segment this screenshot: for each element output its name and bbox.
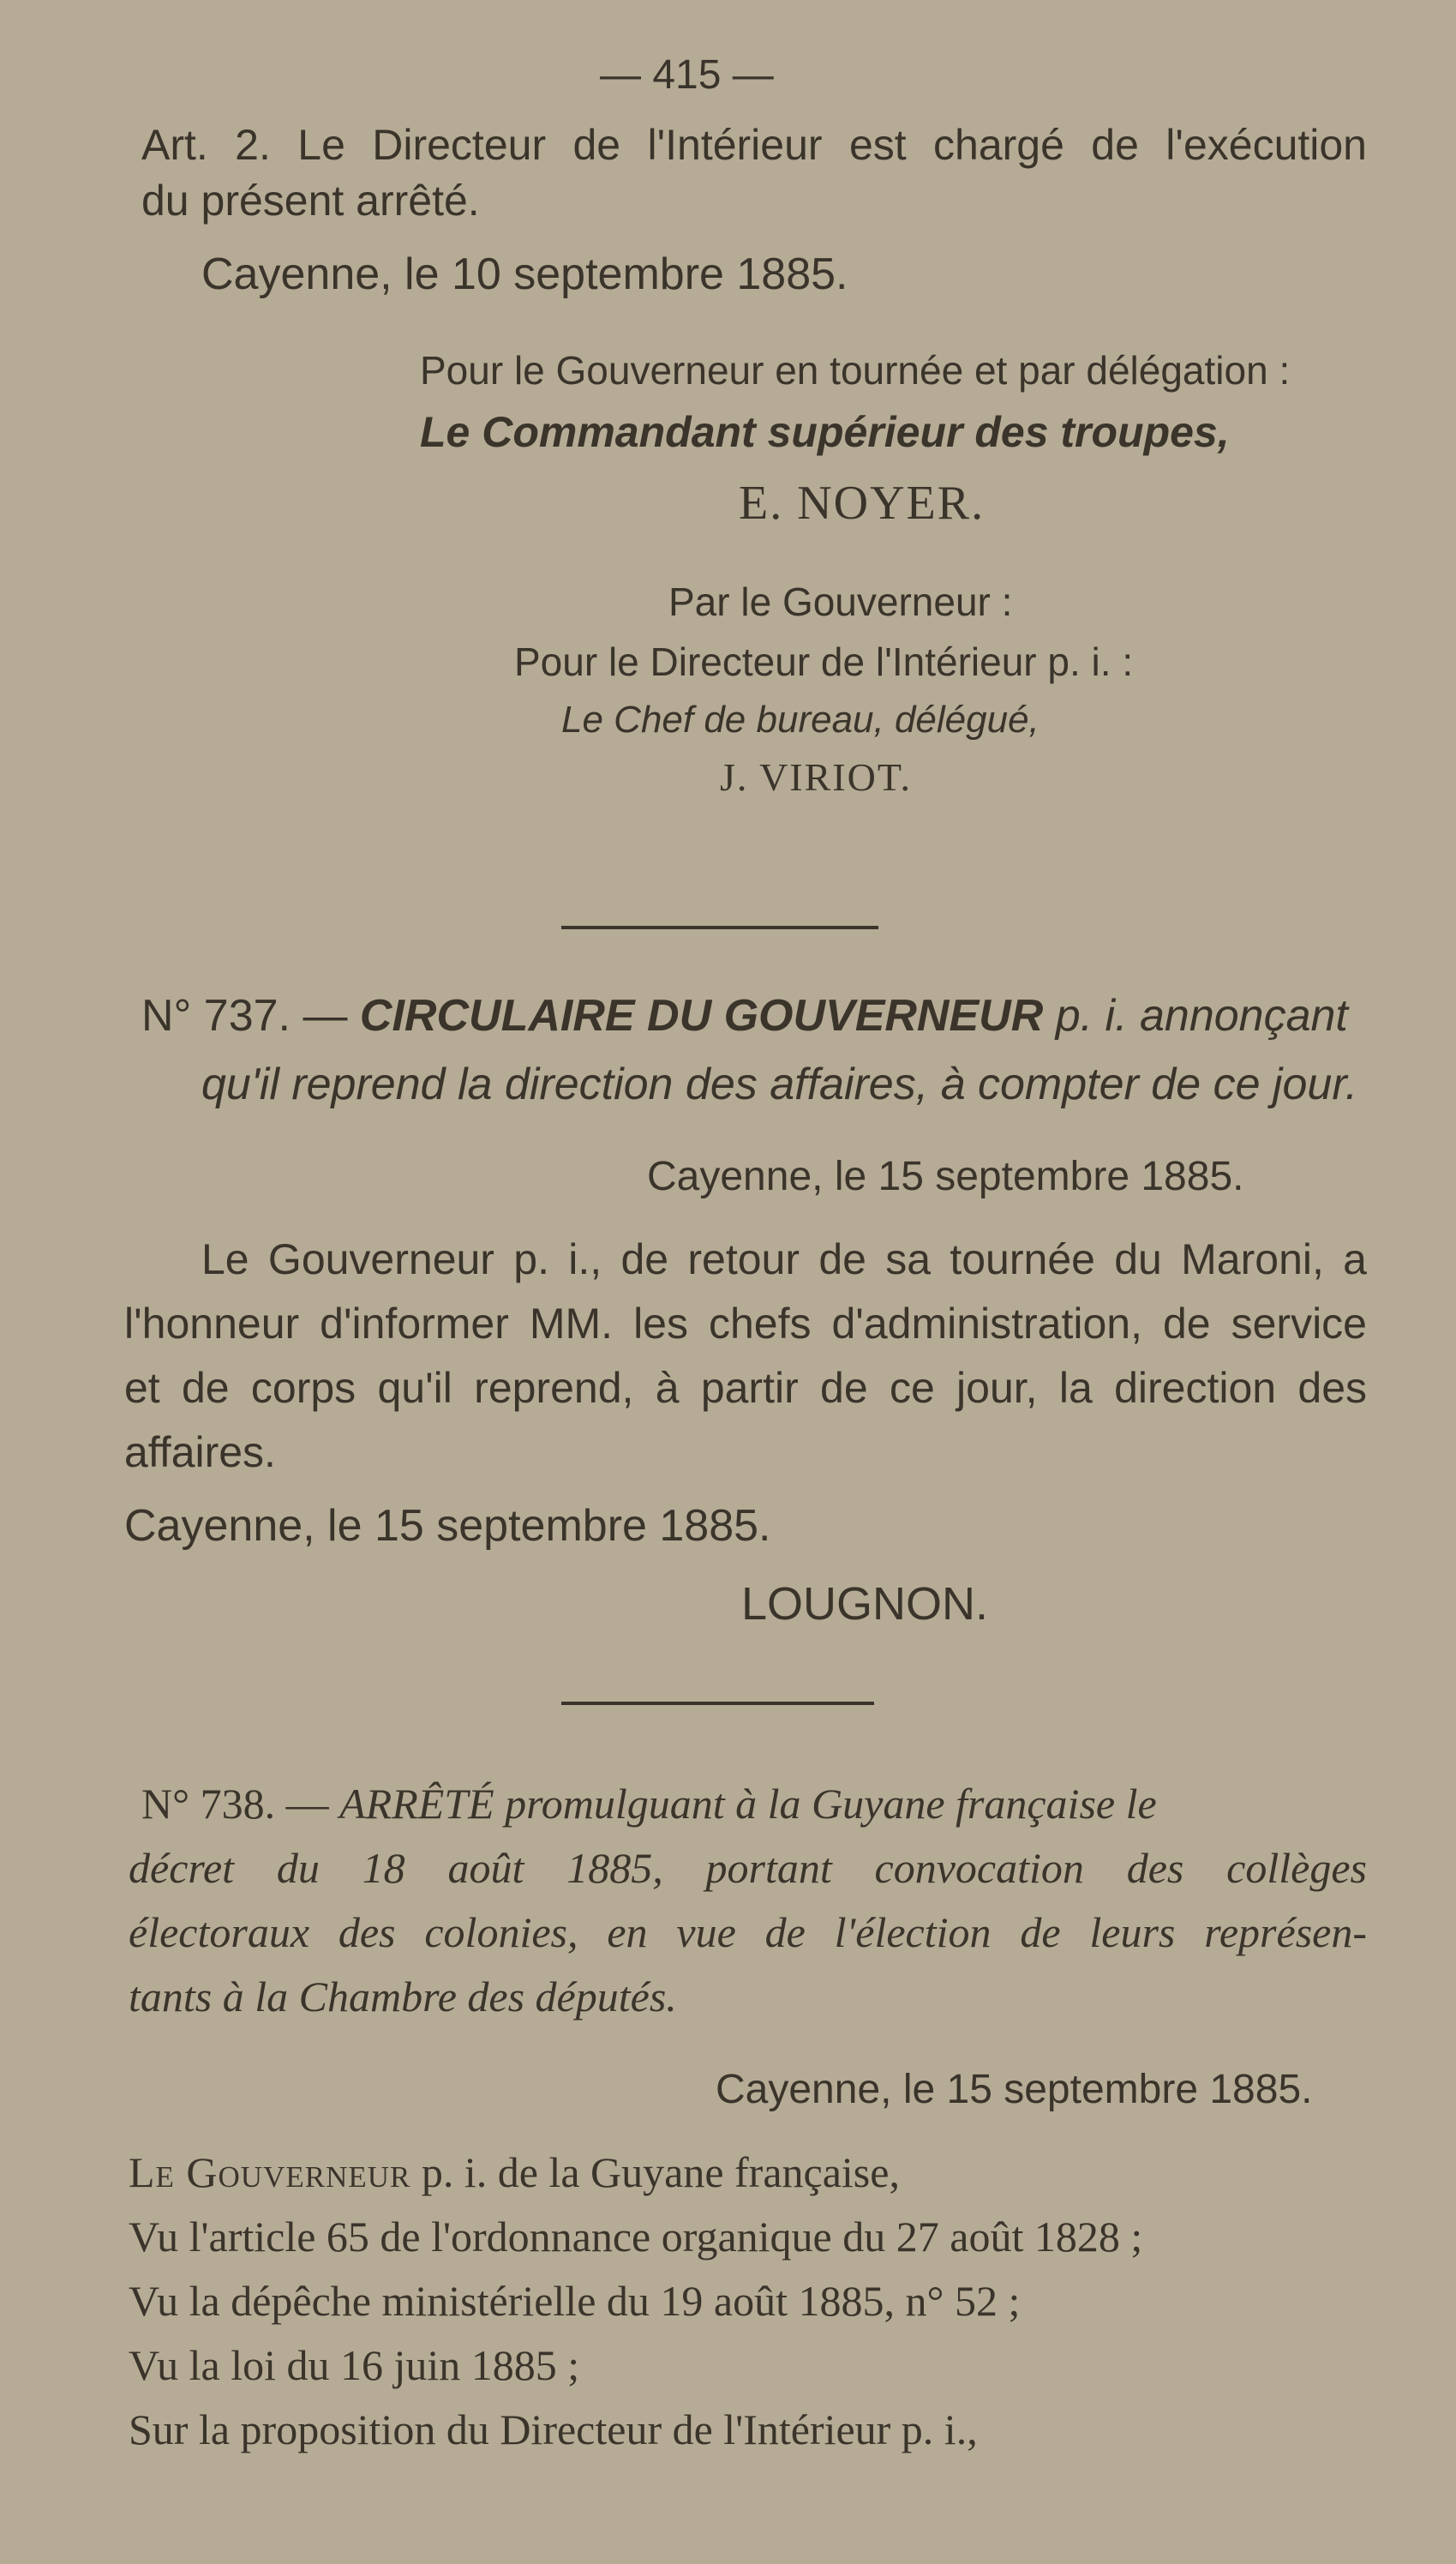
no738-date: Cayenne, le 15 septembre 1885. [716,2067,1313,2112]
signature-line-2: Le Commandant supérieur des troupes, [420,408,1230,456]
signature-line-3: Par le Gouverneur : [668,579,1013,624]
no738-gouverneur: Le Gouverneur [129,2148,411,2196]
no737-title-head: CIRCULAIRE DU GOUVERNEUR [359,991,1044,1041]
no737-body-line-3: et de corps qu'il reprend, à partir de ce jour, la direction des [124,1364,1367,1412]
no738-body-line-3: Vu la dépêche ministérielle du 19 août 1885, n° 52 ; [129,2277,1021,2325]
art2-line-1: Art. 2. Le Directeur de l'Intérieur est chargé de l'exécution [141,121,1367,169]
signature-line-4: Pour le Directeur de l'Intérieur p. i. : [514,639,1134,684]
page-number: — 415 — [600,52,774,98]
no737-title-line-1 [141,990,1348,1042]
no737-date-2: Cayenne, le 15 septembre 1885. [124,1501,771,1551]
no738-title-line-3: électoraux des colonies, en vue de l'élection de leurs représen- [129,1908,1367,1956]
no738-title-line-1 [141,1779,1367,1828]
art2-line-2: du présent arrêté. [141,177,480,225]
separator-rule-1 [561,926,878,929]
no738-title-head: ARRÊTÉ promulguant à la Guyane française le [339,1780,1157,1828]
no737-body-line-2: l'honneur d'informer MM. les chefs d'administration, de service [124,1300,1367,1348]
no737-title-tail: p. i. annonçant [1043,991,1348,1041]
no737-body-line-1: Le Gouverneur p. i., de retour de sa tournée du Maroni, a [201,1235,1367,1283]
date-line: Cayenne, le 10 septembre 1885. [201,249,848,299]
no738-body-line-5: Sur la proposition du Directeur de l'Intérieur p. i., [129,2405,978,2453]
no738-number: N° 738. — [141,1780,340,1828]
no737-title-line-2: qu'il reprend la direction des affaires, à compter de ce jour. [201,1060,1358,1109]
no737-signature: LOUGNON. [741,1578,989,1630]
no738-body-line-1: Le Gouverneur p. i. de la Guyane française, [129,2148,900,2196]
signature-name-noyer: E. NOYER. [739,477,986,530]
signature-line-5: Le Chef de bureau, délégué, [561,699,1040,741]
no737-number: N° 737. — [141,991,360,1041]
no737-body-line-4: affaires. [124,1428,276,1476]
no738-title-line-2: décret du 18 août 1885, portant convocation des collèges [129,1844,1367,1892]
signature-line-1: Pour le Gouverneur en tournée et par délégation : [420,348,1291,393]
separator-rule-2 [561,1702,874,1705]
no738-body-line-4: Vu la loi du 16 juin 1885 ; [129,2341,580,2389]
no738-body-line-2: Vu l'article 65 de l'ordonnance organique du 27 août 1828 ; [129,2213,1143,2261]
no737-date: Cayenne, le 15 septembre 1885. [647,1154,1244,1199]
signature-name-viriot: J. VIRIOT. [720,755,913,799]
no738-title-line-4: tants à la Chambre des députés. [129,1973,677,2021]
